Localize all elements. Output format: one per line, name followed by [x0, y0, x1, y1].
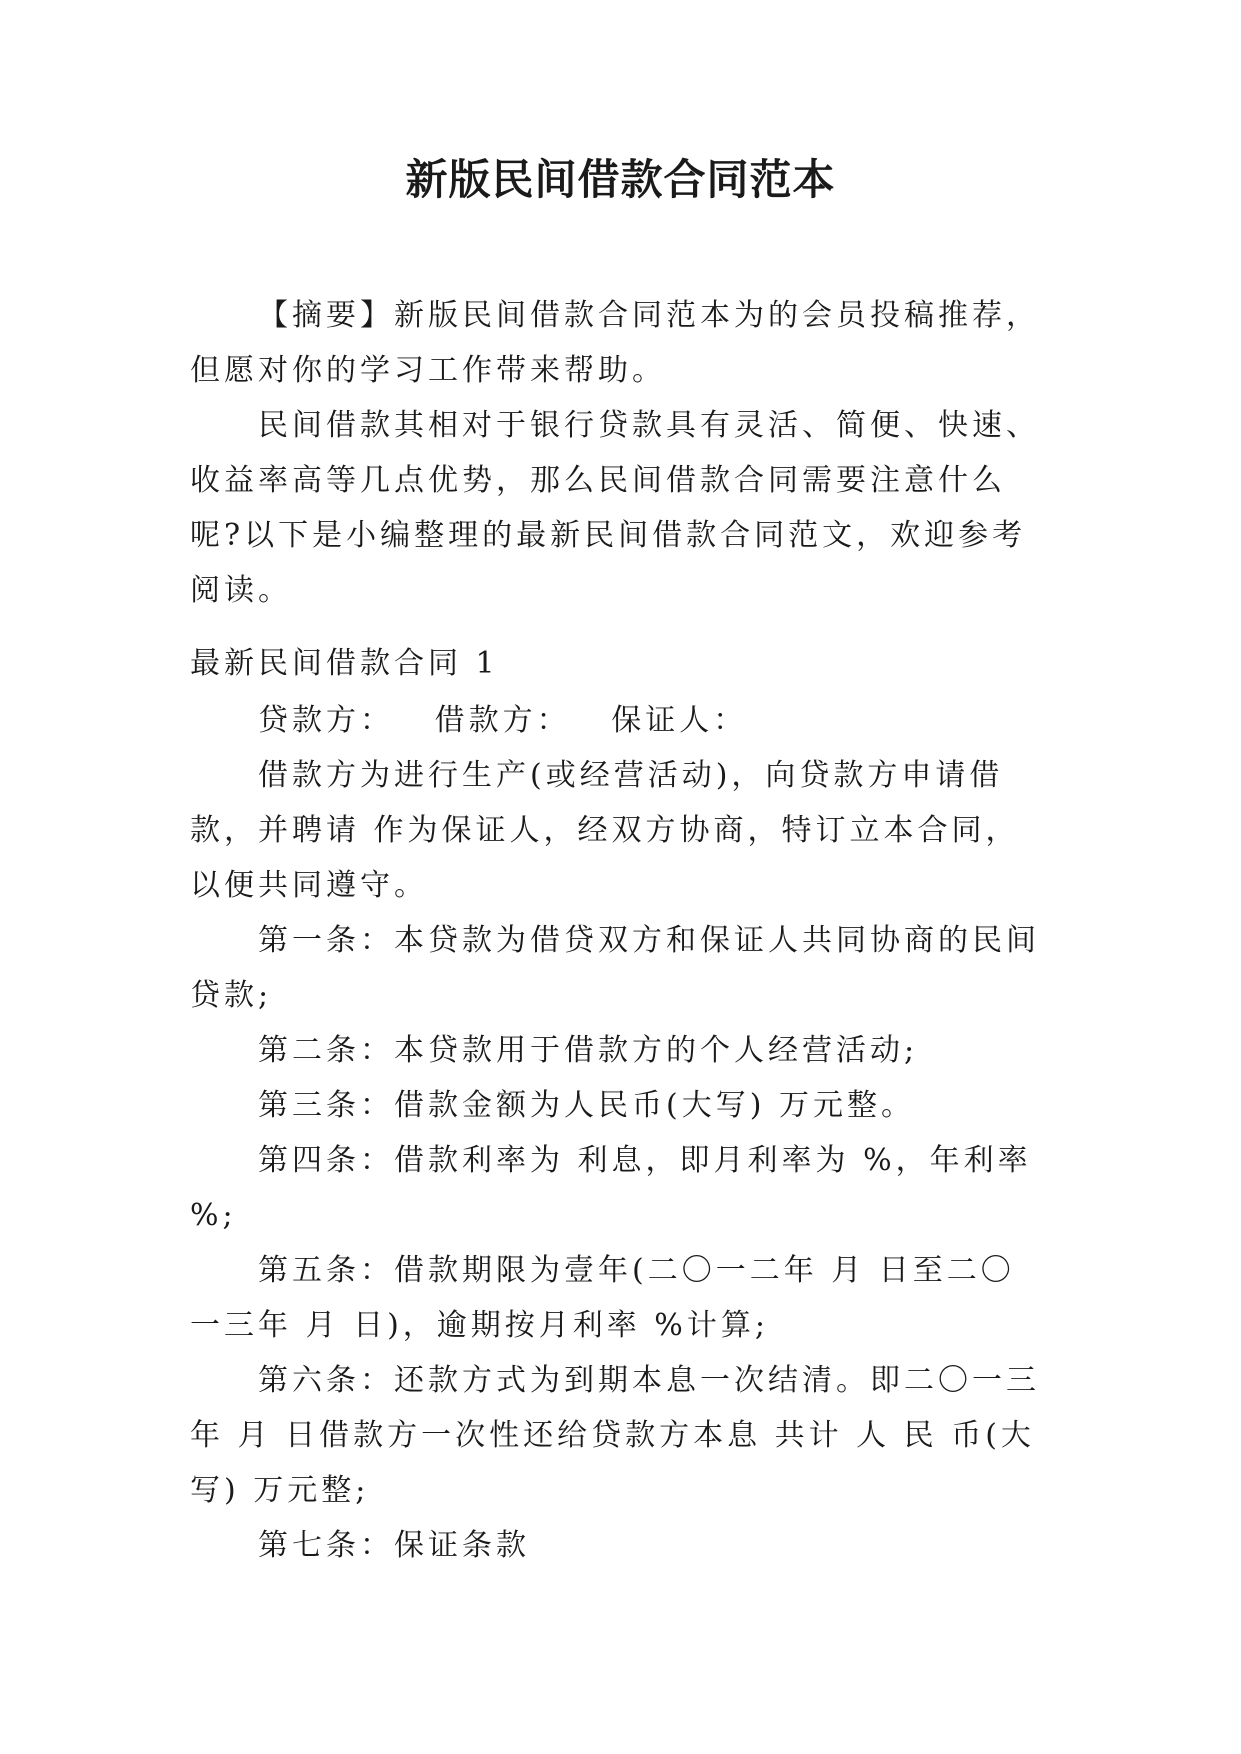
contract-paragraph: 借款方为进行生产(或经营活动)，向贷款方申请借款，并聘请 作为保证人，经双方协商，特订立本合同，以便共同遵守。 [190, 758, 1020, 903]
intro-paragraph: 民间借款其相对于银行贷款具有灵活、简便、快速、收益率高等几点优势，那么民间借款合同需要注意什么呢?以下是小编整理的最新民间借款合同范文，欢迎参考阅读。 [190, 408, 1040, 608]
clause-3: 第三条：借款金额为人民币(大写) 万元整。 [258, 1088, 915, 1123]
clause-2: 第二条：本贷款用于借款方的个人经营活动; [258, 1033, 919, 1068]
intro-block [190, 288, 1046, 618]
clause-5: 第五条：借款期限为壹年(二〇一二年 月 日至二〇一三年 月 日)，逾期按月利率 %计算; [190, 1253, 1015, 1343]
abstract-paragraph: 【摘要】新版民间借款合同范本为的会员投稿推荐，但愿对你的学习工作带来帮助。 [190, 298, 1040, 388]
clause-4: 第四条：借款利率为 利息，即月利率为 %，年利率 %; [190, 1143, 1032, 1233]
clause-6: 第六条：还款方式为到期本息一次结清。即二〇一三年 月 日借款方一次性还给贷款方本息 共计 人 民 币(大写) 万元整; [190, 1363, 1040, 1508]
clause-7: 第七条：保证条款 [258, 1528, 530, 1563]
document-title: 新版民间借款合同范本 [405, 155, 836, 204]
clause-1: 第一条：本贷款为借贷双方和保证人共同协商的民间贷款; [190, 923, 1040, 1013]
contract-block [190, 636, 1046, 1573]
parties-line: 贷款方： 借款方： 保证人： [258, 703, 748, 738]
section-heading: 最新民间借款合同 1 [190, 646, 499, 681]
